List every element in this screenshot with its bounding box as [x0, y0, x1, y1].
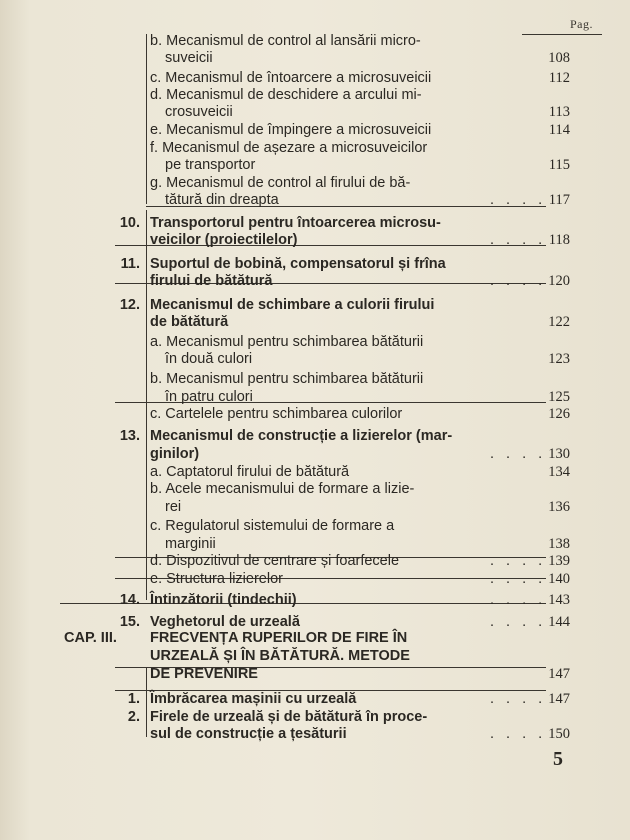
leader-dots: . . . .: [490, 726, 547, 742]
entry-number: 12.: [119, 297, 140, 313]
entry-page-number: 126: [548, 406, 570, 422]
entry-page-number: 144: [548, 614, 570, 630]
entry-title: sul de construcție a țesăturii: [150, 726, 347, 742]
entry-number: 11.: [120, 256, 140, 272]
leader-dots: . . . .: [490, 273, 547, 289]
entry-page-number: 150: [548, 726, 570, 742]
entry-page-number: 134: [548, 464, 570, 480]
entry-title: Îmbrăcarea mașinii cu urzeală: [150, 691, 357, 707]
header-rule: [522, 34, 602, 35]
entry-title: a. Mecanismul pentru schimbarea bătăturii: [150, 334, 424, 350]
entry-title: d. Mecanismul de deschidere a arcului mi-: [150, 87, 422, 103]
entry-page-number: 147: [548, 666, 570, 682]
page-column-header: Pag.: [570, 17, 593, 31]
entry-title: suveicii: [165, 50, 213, 66]
entry-page-number: 125: [548, 389, 570, 405]
entry-page-number: 130: [548, 446, 570, 462]
entry-page-number: 136: [548, 499, 570, 515]
entry-page-number: 140: [548, 571, 570, 587]
entry-title: rei: [165, 499, 182, 515]
entry-title: c. Regulatorul sistemului de formare a: [150, 518, 395, 534]
entry-title: g. Mecanismul de control al firului de bă-: [150, 175, 411, 191]
column-rule: [146, 34, 147, 204]
entry-title: tătură din dreapta: [165, 192, 279, 208]
entry-title: crosuveicii: [165, 104, 233, 120]
entry-title: pe transportor: [165, 157, 256, 173]
entry-number: 10.: [119, 215, 140, 231]
entry-title: Mecanismul de schimbare a culorii firului: [150, 297, 435, 313]
entry-page-number: 108: [548, 50, 570, 66]
entry-title: FRECVENȚA RUPERILOR DE FIRE ÎN: [150, 630, 408, 646]
column-rule: [146, 667, 147, 737]
entry-number: CAP. III.: [64, 630, 117, 646]
entry-title: b. Mecanismul de control al lansării micro-: [150, 33, 421, 49]
entry-number: 1.: [127, 691, 140, 707]
leader-dots: . . . .: [490, 446, 547, 462]
page-number: 5: [553, 748, 563, 770]
entry-title: c. Cartelele pentru schimbarea culorilor: [150, 406, 403, 422]
entry-title: de bătătură: [150, 314, 229, 330]
entry-title: c. Mecanismul de întoarcere a microsuveicii: [150, 70, 432, 86]
entry-number: 14.: [119, 592, 140, 608]
entry-title: Suportul de bobină, compensatorul și frîna: [150, 256, 446, 272]
leader-dots: . . . .: [490, 691, 547, 707]
entry-number: 15.: [119, 614, 140, 630]
entry-page-number: 120: [548, 273, 570, 289]
entry-title: firului de bătătură: [150, 273, 273, 289]
entry-number: 2.: [127, 709, 140, 725]
entry-title: în două culori: [165, 351, 253, 367]
entry-page-number: 122: [548, 314, 570, 330]
column-rule: [146, 210, 147, 600]
entry-page-number: 117: [548, 192, 570, 208]
leader-dots: . . . .: [490, 571, 547, 587]
entry-page-number: 114: [548, 122, 570, 138]
entry-title: Firele de urzeală și de bătătură în proce-: [150, 709, 428, 725]
entry-page-number: 112: [548, 70, 570, 86]
entry-title: veicilor (proiectilelor): [150, 232, 298, 248]
entry-title: Întinzătorii (tindechii): [150, 592, 297, 608]
entry-title: ginilor): [150, 446, 200, 462]
entry-title: Transportorul pentru întoarcerea microsu-: [150, 215, 441, 231]
leader-dots: . . . .: [490, 553, 547, 569]
entry-title: Veghetorul de urzeală: [150, 614, 300, 630]
entry-title: b. Mecanismul pentru schimbarea bătăturii: [150, 371, 424, 387]
entry-page-number: 143: [548, 592, 570, 608]
leader-dots: . . . .: [490, 592, 547, 608]
entry-number: 13.: [119, 428, 140, 444]
entry-page-number: 113: [548, 104, 570, 120]
entry-page-number: 118: [548, 232, 570, 248]
entry-page-number: 147: [548, 691, 570, 707]
entry-page-number: 138: [548, 536, 570, 552]
entry-page-number: 139: [548, 553, 570, 569]
entry-title: f. Mecanismul de așezare a microsuveicilor: [150, 140, 428, 156]
entry-title: e. Structura lizierelor: [150, 571, 283, 587]
leader-dots: . . . .: [490, 614, 547, 630]
entry-title: Mecanismul de construcție a lizierelor (mar-: [150, 428, 453, 444]
entry-page-number: 115: [548, 157, 570, 173]
entry-title: marginii: [165, 536, 216, 552]
entry-title: a. Captatorul firului de bătătură: [150, 464, 350, 480]
entry-page-number: 123: [548, 351, 570, 367]
entry-title: URZEALĂ ȘI ÎN BĂTĂTURĂ. METODE: [150, 648, 410, 664]
leader-dots: . . . .: [490, 192, 547, 208]
entry-title: b. Acele mecanismului de formare a lizie-: [150, 481, 415, 497]
leader-dots: . . . .: [490, 232, 547, 248]
entry-title: e. Mecanismul de împingere a microsuveicii: [150, 122, 432, 138]
entry-title: în patru culori: [165, 389, 253, 405]
entry-title: d. Dispozitivul de centrare și foarfecele: [150, 553, 400, 569]
entry-title: DE PREVENIRE: [150, 666, 258, 682]
